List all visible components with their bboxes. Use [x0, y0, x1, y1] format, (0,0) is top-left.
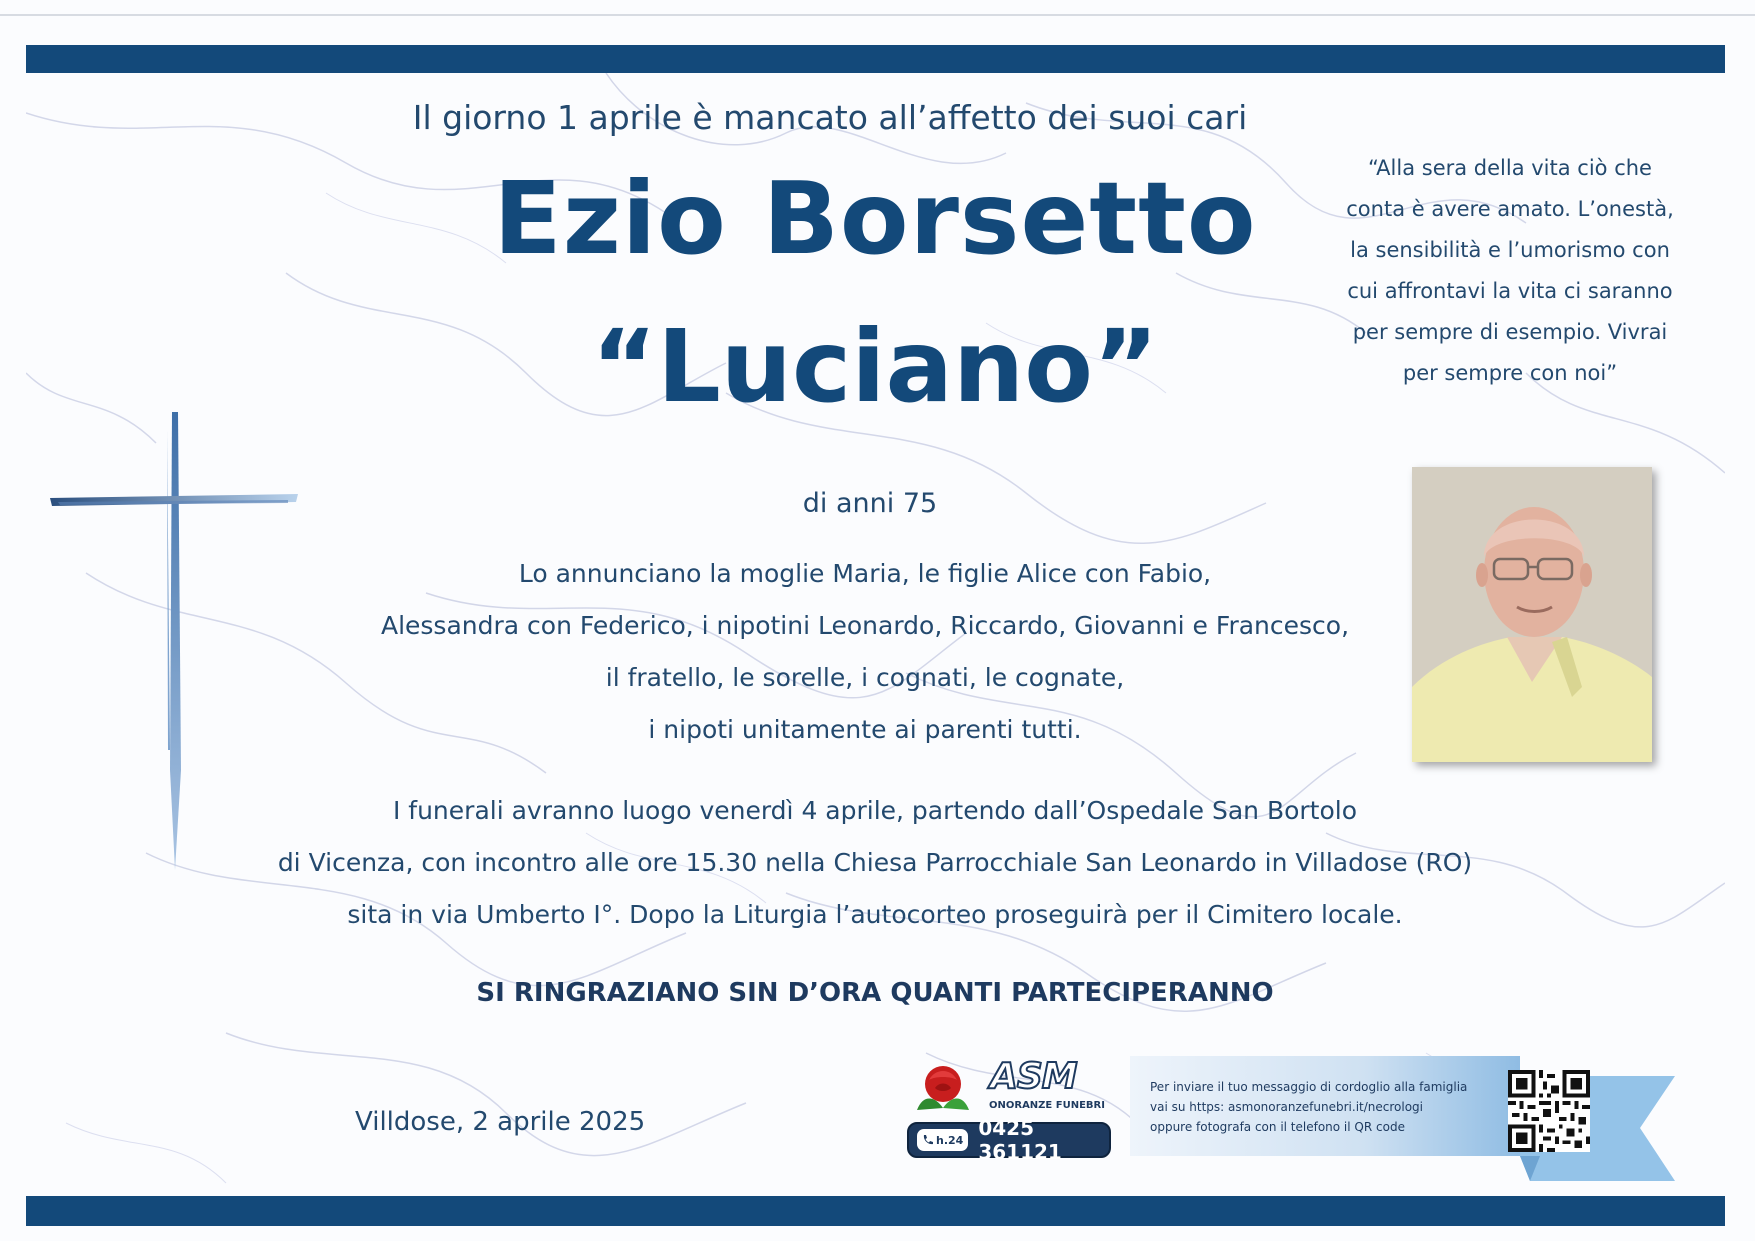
- funeral-line: di Vicenza, con incontro alle ore 15.30 nella Chiesa Parrocchiale San Leonardo in Villadose (RO): [277, 848, 1473, 877]
- place-date: Villdose, 2 aprile 2025: [355, 1107, 646, 1137]
- age-line: di anni 75: [802, 488, 938, 519]
- bottom-border-bar: [26, 1196, 1725, 1226]
- deceased-nickname: “Luciano”: [591, 308, 1159, 425]
- hours-label: h.24: [936, 1133, 964, 1147]
- condolence-line: oppure fotografa con il telefono il QR code: [1150, 1120, 1405, 1134]
- condolence-text: [1150, 1077, 1490, 1137]
- qr-code-icon[interactable]: [1508, 1070, 1590, 1152]
- phone-number: 0425 361121: [978, 1116, 1062, 1164]
- announcement-line: il fratello, le sorelle, i cognati, le cognate,: [605, 663, 1125, 692]
- funeral-line: I funerali avranno luogo venerdì 4 aprile, partendo dall’Ospedale San Bortolo: [392, 796, 1358, 825]
- hours-badge: [917, 1129, 968, 1151]
- funeral-line: sita in via Umberto I°. Dopo la Liturgia l’autocorteo proseguirà per il Cimitero locale.: [347, 900, 1403, 929]
- intro-line: Il giorno 1 aprile è mancato all’affetto dei suoi cari: [412, 98, 1248, 137]
- scan-edge: [0, 14, 1755, 16]
- top-border-bar: [26, 45, 1725, 73]
- phone-icon: [922, 1134, 934, 1146]
- deceased-name: Ezio Borsetto: [493, 160, 1257, 277]
- phone-badge[interactable]: [907, 1116, 1111, 1164]
- memorial-quote: “Alla sera della vita ciò che conta è avere amato. L’onestà, la sensibilità e l’umorismo con cui affrontavi la vita ci saranno per sempre di esempio. Vivrai per sempre con noi”: [1346, 156, 1674, 385]
- funeral-details: [250, 785, 1500, 941]
- announcement-line: Alessandra con Federico, i nipotini Leonardo, Riccardo, Giovanni e Francesco,: [380, 611, 1350, 640]
- announcement-line: i nipoti unitamente ai parenti tutti.: [648, 715, 1082, 744]
- announcement-line: Lo annunciano la moglie Maria, le figlie Alice con Fabio,: [518, 559, 1212, 588]
- announcement-block: [290, 548, 1440, 756]
- portrait-photo: [1412, 467, 1652, 762]
- rose-icon: [913, 1058, 973, 1116]
- condolence-line[interactable]: vai su https: asmonoranzefunebri.it/necrologi: [1150, 1100, 1423, 1114]
- agency-subtitle: ONORANZE FUNEBRI: [989, 1100, 1105, 1111]
- agency-logo: [905, 1052, 1115, 1162]
- condolence-line: Per inviare il tuo messaggio di cordoglio alla famiglia: [1150, 1080, 1468, 1094]
- thanks-line: SI RINGRAZIANO SIN D’ORA QUANTI PARTECIPERANNO: [476, 978, 1274, 1008]
- agency-name: ASM: [990, 1056, 1077, 1097]
